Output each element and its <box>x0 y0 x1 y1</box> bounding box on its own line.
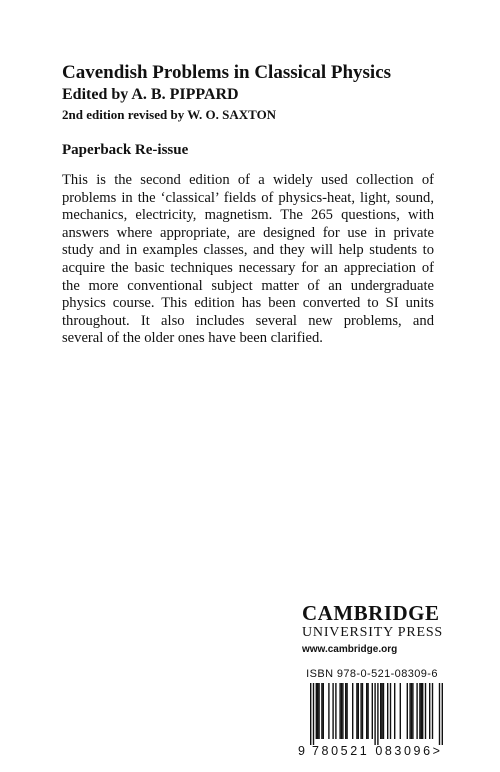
barcode-bar <box>339 683 340 739</box>
barcode-bar <box>358 683 359 739</box>
barcode-bars <box>298 683 446 745</box>
blurb-line: the more conventional subject matter of an undergraduate <box>62 277 434 294</box>
barcode-group-left: 780521 <box>312 744 370 758</box>
barcode-bar <box>400 683 401 739</box>
barcode-bar <box>432 683 433 739</box>
blurb-line: mechanics, electricity, magnetism. The 265 questions, with <box>62 207 434 224</box>
barcode-bar <box>328 683 329 739</box>
barcode-arrow: > <box>432 744 440 758</box>
barcode-bar <box>429 683 430 739</box>
blurb-line: throughout. It also includes several new problems, and <box>62 312 434 329</box>
blurb-line: answers where appropriate, are designed for use in private <box>62 224 434 241</box>
barcode-bar <box>419 683 420 739</box>
barcode-bar <box>411 683 412 739</box>
publisher-logo <box>302 602 442 656</box>
barcode-bar <box>332 683 333 739</box>
barcode-bar <box>366 683 367 739</box>
barcode-bar <box>421 683 422 739</box>
barcode-bar <box>335 683 336 739</box>
barcode-bar <box>409 683 410 739</box>
publisher-press: UNIVERSITY PRESS <box>302 625 444 640</box>
publisher-url: www.cambridge.org <box>302 644 398 655</box>
barcode-bar <box>356 683 357 739</box>
barcode-bar <box>390 683 391 739</box>
barcode-bar <box>345 683 346 739</box>
barcode-guard-bar <box>310 683 311 745</box>
barcode-bar <box>416 683 417 739</box>
barcode-guard-bar <box>374 683 375 745</box>
barcode-bar <box>383 683 384 739</box>
barcode-bar <box>352 683 353 739</box>
barcode-bar <box>317 683 318 739</box>
barcode-bar <box>321 683 322 739</box>
barcode-bar <box>394 683 395 739</box>
barcode-guard-bar <box>442 683 443 745</box>
barcode-bar <box>372 683 373 739</box>
barcode-bar <box>341 683 342 739</box>
blurb-paragraph <box>62 172 434 348</box>
blurb-line: study and in examples classes, and they will help students to <box>62 242 434 259</box>
blurb-line: several of the older ones have been clarified. <box>62 330 323 347</box>
blurb-line: physics course. This edition has been converted to SI units <box>62 295 434 312</box>
blurb-line: acquire the basic techniques necessary for an appreciation of <box>62 259 434 276</box>
barcode-bar <box>346 683 347 739</box>
barcode-first-digit: 9 <box>298 744 305 758</box>
barcode-bar <box>342 683 343 739</box>
barcode-bar <box>362 683 363 739</box>
book-title: Cavendish Problems in Classical Physics <box>62 62 392 83</box>
isbn-label: ISBN 978-0-521-08309-6 <box>306 668 438 680</box>
barcode-bar <box>367 683 368 739</box>
barcode-guard-bar <box>439 683 440 745</box>
blurb-line: This is the second edition of a widely used collection of <box>62 172 434 188</box>
barcode-bar <box>380 683 381 739</box>
barcode-bar <box>316 683 317 739</box>
barcode-group-right: 083096 <box>375 744 433 758</box>
barcode-guard-bar <box>313 683 314 745</box>
barcode-bar <box>360 683 361 739</box>
isbn-barcode <box>298 667 446 761</box>
barcode-bar <box>412 683 413 739</box>
barcode-bar <box>381 683 382 739</box>
barcode-bar <box>425 683 426 739</box>
barcode-bar <box>407 683 408 739</box>
publisher-name: CAMBRIDGE <box>302 601 440 625</box>
blurb-line: problems in the ‘classical’ fields of physics-heat, light, sound, <box>62 189 434 206</box>
barcode-bar <box>387 683 388 739</box>
barcode-guard-bar <box>377 683 378 745</box>
barcode-bar <box>422 683 423 739</box>
barcode-digits <box>298 745 446 758</box>
barcode-bar <box>318 683 319 739</box>
reissue-label: Paperback Re-issue <box>62 142 189 158</box>
revision-credit: 2nd edition revised by W. O. SAXTON <box>62 107 277 122</box>
editor-credit: Edited by A. B. PIPPARD <box>62 86 239 103</box>
barcode-bar <box>323 683 324 739</box>
